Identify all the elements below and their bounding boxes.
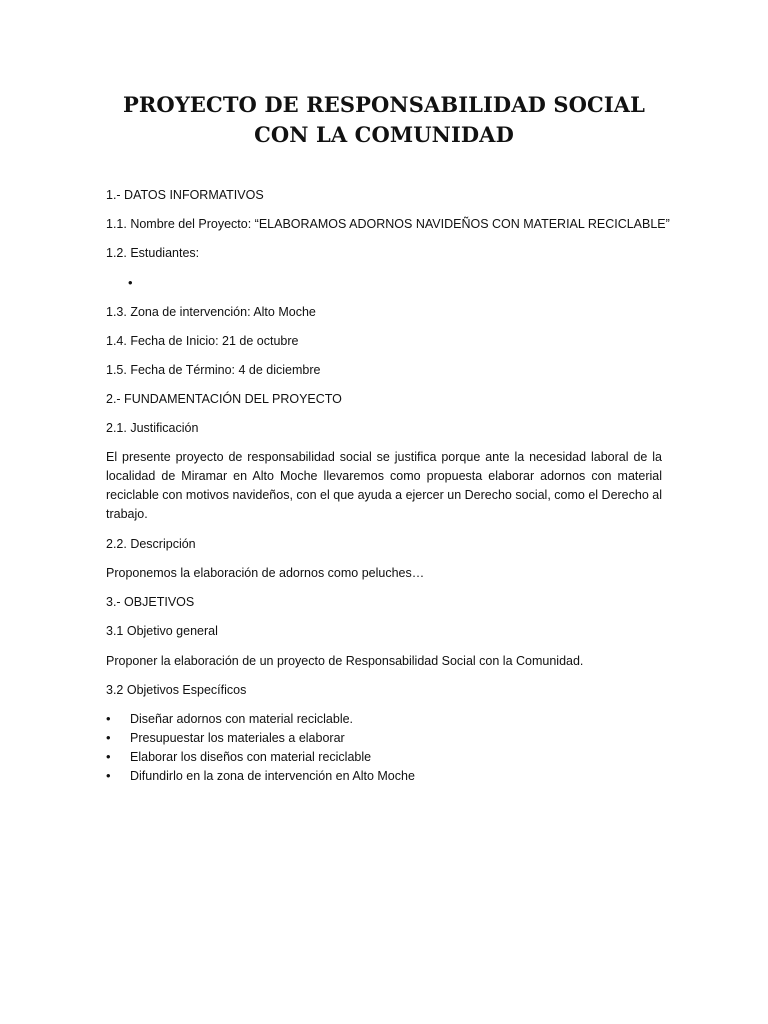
title-line-2: CON LA COMUNIDAD bbox=[254, 122, 514, 147]
specific-objectives-heading: 3.2 Objetivos Específicos bbox=[106, 683, 247, 697]
end-date: 1.5. Fecha de Término: 4 de diciembre bbox=[106, 363, 321, 377]
general-objective-text: Proponer la elaboración de un proyecto de Responsabilidad Social con la Comunidad. bbox=[106, 654, 584, 668]
section-2-heading: 2.- FUNDAMENTACIÓN DEL PROYECTO bbox=[106, 392, 342, 406]
section-3-heading: 3.- OBJETIVOS bbox=[106, 595, 195, 609]
list-item-text: Presupuestar los materiales a elaborar bbox=[130, 731, 345, 745]
title-line-1: PROYECTO DE RESPONSABILIDAD SOCIAL bbox=[122, 92, 645, 117]
start-date: 1.4. Fecha de Inicio: 21 de octubre bbox=[106, 334, 299, 348]
bullet-icon: • bbox=[106, 749, 111, 764]
list-item-text: Difundirlo en la zona de intervención en Alto Moche bbox=[130, 769, 415, 783]
students-label: 1.2. Estudiantes: bbox=[106, 246, 200, 260]
intervention-zone: 1.3. Zona de intervención: Alto Moche bbox=[106, 305, 316, 319]
justification-heading: 2.1. Justificación bbox=[106, 421, 199, 435]
justification-paragraph: El presente proyecto de responsabilidad social se justifica porque ante la necesidad laboral de la localidad de Miramar en Alto Moche llevaremos como propuesta elaborar adornos con material reciclable con motivos navideños, con el que ayuda a ejercer un Derecho social, como el Derecho al trabajo. bbox=[106, 450, 662, 521]
students-empty-bullet: • bbox=[128, 275, 133, 290]
document-title bbox=[0, 90, 768, 150]
project-name: 1.1. Nombre del Proyecto: “ELABORAMOS ADORNOS NAVIDEÑOS CON MATERIAL RECICLABLE” bbox=[106, 217, 670, 231]
list-item-text: Diseñar adornos con material reciclable. bbox=[130, 712, 354, 726]
description-paragraph: Proponemos la elaboración de adornos como peluches… bbox=[106, 566, 425, 580]
section-1-heading: 1.- DATOS INFORMATIVOS bbox=[106, 188, 264, 202]
bullet-icon: • bbox=[106, 730, 111, 745]
description-heading: 2.2. Descripción bbox=[106, 537, 196, 551]
list-item-text: Elaborar los diseños con material reciclable bbox=[130, 750, 372, 764]
bullet-icon: • bbox=[106, 768, 111, 783]
bullet-icon: • bbox=[106, 711, 111, 726]
general-objective-heading: 3.1 Objetivo general bbox=[106, 624, 218, 638]
